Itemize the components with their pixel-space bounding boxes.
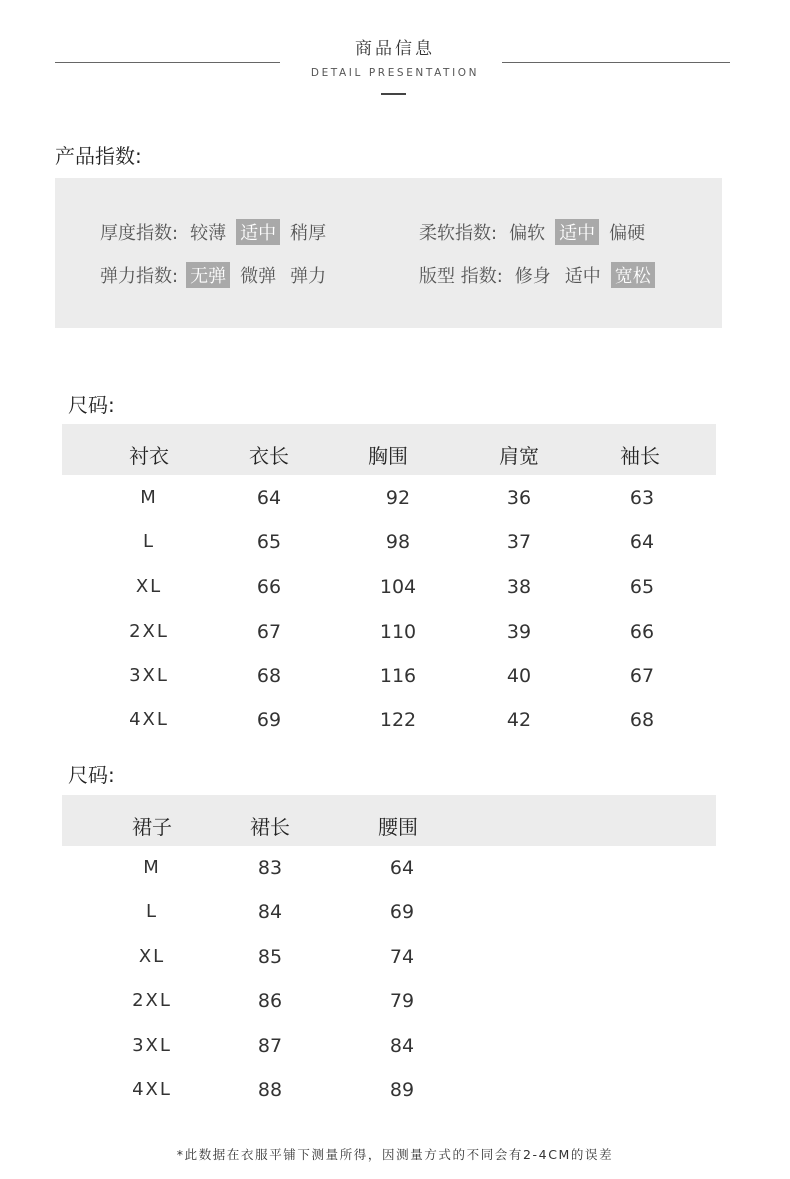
- index-option: 微弹: [240, 266, 277, 287]
- table-cell: 88: [257, 1079, 283, 1101]
- index-label: 厚度指数:: [100, 223, 179, 244]
- table-cell: 4XL: [132, 1079, 172, 1100]
- header-subtitle: DETAIL PRESENTATION: [310, 67, 480, 79]
- table-cell: 104: [379, 576, 417, 598]
- table-cell: 4XL: [129, 709, 169, 730]
- table-cell: 66: [256, 576, 282, 598]
- table-cell: 110: [379, 621, 417, 643]
- table-cell: 84: [257, 901, 283, 923]
- table-cell: 67: [256, 621, 282, 643]
- header-divider-left: [55, 62, 280, 63]
- index-label: 弹力指数:: [100, 266, 179, 287]
- table-cell: 69: [256, 709, 282, 731]
- table-cell: 92: [385, 487, 411, 509]
- table-cell: 3XL: [132, 1035, 172, 1056]
- shirt-header-cell: 衣长: [249, 444, 289, 468]
- index-option-selected: 无弹: [186, 262, 230, 288]
- skirt-header-cell: 裙子: [132, 815, 172, 839]
- header-divider-right: [502, 62, 730, 63]
- shirt-header-cell: 衬衣: [129, 444, 169, 468]
- index-option-selected: 适中: [236, 219, 280, 245]
- index-row-thickness: [100, 219, 336, 245]
- header-accent-bar: [381, 93, 406, 95]
- index-option: 稍厚: [290, 223, 327, 244]
- table-cell: 36: [506, 487, 532, 509]
- table-cell: 74: [389, 946, 415, 968]
- table-cell: 65: [256, 531, 282, 553]
- product-index-panel: [55, 178, 722, 328]
- shirt-size-title: 尺码:: [68, 393, 115, 417]
- table-cell: 64: [256, 487, 282, 509]
- table-cell: 85: [257, 946, 283, 968]
- index-option: 修身: [514, 266, 551, 287]
- table-cell: 79: [389, 990, 415, 1012]
- product-index-title: 产品指数:: [55, 144, 142, 168]
- index-label: 柔软指数:: [419, 223, 498, 244]
- table-cell: 3XL: [129, 665, 169, 686]
- table-cell: 87: [257, 1035, 283, 1057]
- table-cell: 89: [389, 1079, 415, 1101]
- index-option: 适中: [564, 266, 601, 287]
- measurement-note: *此数据在衣服平铺下测量所得，因测量方式的不同会有2-4CM的误差: [176, 1147, 614, 1162]
- index-row-fit: [419, 262, 661, 288]
- table-cell: 67: [629, 665, 655, 687]
- skirt-header-cell: 腰围: [378, 815, 418, 839]
- table-cell: 98: [385, 531, 411, 553]
- skirt-header-cell: 裙长: [250, 815, 290, 839]
- header-title: 商品信息: [355, 39, 435, 59]
- table-cell: 63: [629, 487, 655, 509]
- index-option: 偏硬: [609, 223, 646, 244]
- table-cell: 64: [629, 531, 655, 553]
- shirt-header-cell: 肩宽: [499, 444, 539, 468]
- table-cell: 37: [506, 531, 532, 553]
- skirt-size-title: 尺码:: [68, 763, 115, 787]
- table-cell: 122: [379, 709, 417, 731]
- table-cell: 116: [379, 665, 417, 687]
- table-cell: 2XL: [129, 621, 169, 642]
- table-cell: 83: [257, 857, 283, 879]
- table-cell: XL: [138, 946, 166, 967]
- table-cell: M: [140, 487, 158, 508]
- table-cell: L: [142, 531, 156, 552]
- index-row-elasticity: [100, 262, 336, 288]
- table-cell: 64: [389, 857, 415, 879]
- table-cell: 39: [506, 621, 532, 643]
- table-cell: 66: [629, 621, 655, 643]
- table-cell: 84: [389, 1035, 415, 1057]
- index-option: 偏软: [509, 223, 546, 244]
- table-cell: XL: [135, 576, 163, 597]
- table-cell: 65: [629, 576, 655, 598]
- index-option: 弹力: [290, 266, 327, 287]
- table-cell: 69: [389, 901, 415, 923]
- table-cell: 68: [629, 709, 655, 731]
- index-option-selected: 宽松: [611, 262, 655, 288]
- table-cell: 38: [506, 576, 532, 598]
- table-cell: 42: [506, 709, 532, 731]
- shirt-header-cell: 胸围: [368, 444, 408, 468]
- table-cell: 86: [257, 990, 283, 1012]
- index-option-selected: 适中: [555, 219, 599, 245]
- table-cell: M: [143, 857, 161, 878]
- table-cell: 68: [256, 665, 282, 687]
- table-cell: 40: [506, 665, 532, 687]
- index-row-softness: [419, 219, 655, 245]
- index-option: 较薄: [190, 223, 227, 244]
- table-cell: L: [145, 901, 159, 922]
- shirt-header-cell: 袖长: [620, 444, 660, 468]
- table-cell: 2XL: [132, 990, 172, 1011]
- index-label: 版型 指数:: [419, 266, 503, 287]
